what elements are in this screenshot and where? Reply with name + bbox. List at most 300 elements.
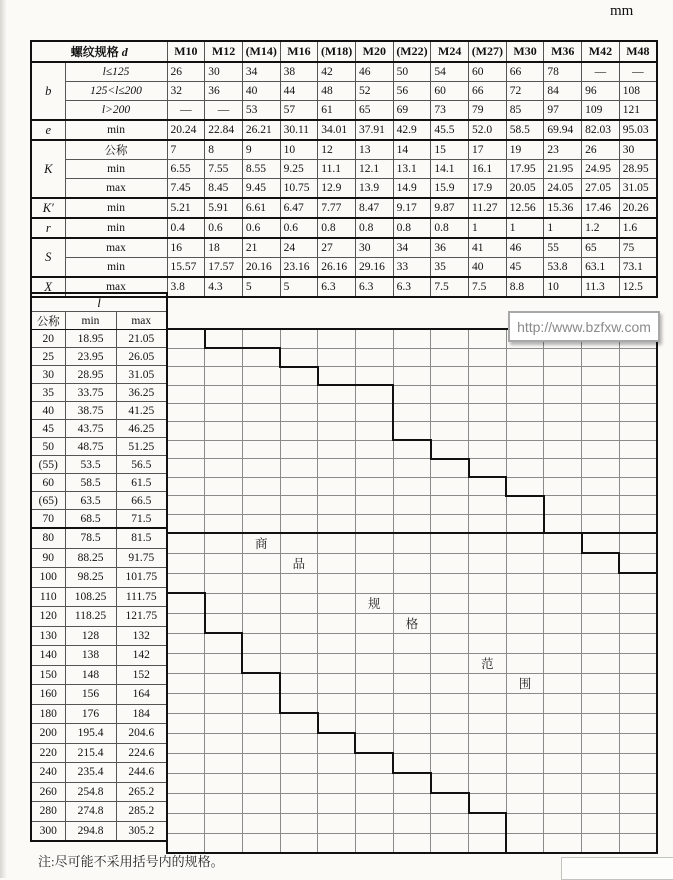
length-max-cell: 61.5 <box>116 474 167 492</box>
grid-cell <box>205 573 243 593</box>
grid-cell <box>355 553 393 573</box>
grid-cell <box>242 753 280 773</box>
length-min-cell: 156 <box>65 685 116 705</box>
length-max-cell: 36.25 <box>116 384 167 402</box>
value-cell: 8.45 <box>205 179 243 199</box>
grid-cell <box>242 329 280 348</box>
value-cell: 11.3 <box>582 277 620 297</box>
length-min-cell: 33.75 <box>65 384 116 402</box>
grid-cell <box>355 793 393 813</box>
grid-cell <box>205 348 243 367</box>
grid-cell <box>355 713 393 733</box>
row-group-label: K′ <box>31 198 65 218</box>
grid-cell <box>167 733 205 753</box>
grid-cell <box>582 693 620 713</box>
length-min-cell: 176 <box>65 704 116 724</box>
grid-cell <box>280 633 318 653</box>
grid-cell <box>393 813 431 833</box>
grid-cell <box>393 514 431 533</box>
grid-cell <box>506 573 544 593</box>
length-nominal-cell: 220 <box>31 743 65 763</box>
grid-cell <box>242 385 280 404</box>
value-cell: 45.5 <box>431 120 469 140</box>
row-sub-label: min <box>65 198 167 218</box>
length-subheader: max <box>116 312 167 330</box>
grid-cell <box>506 367 544 386</box>
value-cell: — <box>205 101 243 121</box>
grid-cell <box>205 713 243 733</box>
value-cell: 52 <box>355 82 393 101</box>
grid-cell <box>205 773 243 793</box>
grid-cell <box>355 440 393 459</box>
grid-cell <box>393 793 431 813</box>
grid-cell <box>619 404 657 422</box>
length-nominal-cell: 240 <box>31 763 65 783</box>
value-cell: 30 <box>619 140 657 160</box>
grid-cell <box>167 573 205 593</box>
value-cell: 7.77 <box>318 198 356 218</box>
grid-cell <box>242 440 280 459</box>
grid-cell <box>393 404 431 422</box>
value-cell: — <box>619 62 657 82</box>
value-cell: 65 <box>582 238 620 258</box>
grid-cell <box>431 793 469 813</box>
grid-cell <box>318 653 356 673</box>
grid-cell <box>544 348 582 367</box>
value-cell: 58.5 <box>506 120 544 140</box>
grid-cell <box>431 773 469 793</box>
length-nominal-cell: 35 <box>31 384 65 402</box>
value-cell: 63.1 <box>582 258 620 278</box>
grid-cell <box>280 385 318 404</box>
length-nominal-cell: 90 <box>31 548 65 568</box>
grid-cell <box>355 533 393 554</box>
row-sub-label: max <box>65 238 167 258</box>
grid-cell <box>355 573 393 593</box>
grid-cell <box>544 440 582 459</box>
value-cell: 1 <box>469 218 507 238</box>
grid-cell <box>393 633 431 653</box>
grid-cell <box>469 404 507 422</box>
grid-cell <box>205 440 243 459</box>
length-min-cell: 43.75 <box>65 420 116 438</box>
length-min-cell: 78.5 <box>65 528 116 548</box>
value-cell: 46 <box>506 238 544 258</box>
grid-cell <box>167 713 205 733</box>
value-cell: 21.95 <box>544 160 582 179</box>
grid-cell <box>167 533 205 554</box>
grid-cell <box>280 573 318 593</box>
value-cell: 8.55 <box>242 160 280 179</box>
grid-cell <box>280 440 318 459</box>
grid-cell <box>431 713 469 733</box>
length-max-cell: 21.05 <box>116 330 167 348</box>
grid-cell <box>506 653 544 673</box>
grid-cell <box>544 773 582 793</box>
grid-cell <box>431 613 469 633</box>
value-cell: 7.55 <box>205 160 243 179</box>
grid-cell <box>355 833 393 853</box>
length-max-cell: 224.6 <box>116 743 167 763</box>
row-sub-label: l>200 <box>65 101 167 121</box>
grid-cell <box>242 367 280 386</box>
grid-cell <box>469 673 507 693</box>
value-cell: 0.8 <box>393 218 431 238</box>
row-group-label: b <box>31 62 65 120</box>
grid-cell <box>393 673 431 693</box>
length-nominal-cell: 260 <box>31 782 65 802</box>
length-nominal-cell: 110 <box>31 587 65 607</box>
grid-cell <box>619 613 657 633</box>
grid-cell <box>393 348 431 367</box>
value-cell: 26 <box>582 140 620 160</box>
row-sub-label: min <box>65 258 167 278</box>
value-cell: 42.9 <box>393 120 431 140</box>
grid-cell <box>506 813 544 833</box>
grid-cell <box>167 633 205 653</box>
grid-cell <box>355 348 393 367</box>
row-group-label: X <box>31 277 65 297</box>
grid-cell <box>619 496 657 515</box>
value-cell: 11.1 <box>318 160 356 179</box>
grid-cell <box>318 733 356 753</box>
grid-cell <box>431 477 469 496</box>
grid-cell <box>242 553 280 573</box>
grid-cell <box>544 813 582 833</box>
grid-cell <box>393 459 431 478</box>
grid-cell <box>431 404 469 422</box>
value-cell: 15 <box>431 140 469 160</box>
length-max-cell: 285.2 <box>116 802 167 822</box>
grid-cell <box>469 793 507 813</box>
value-cell: 27.05 <box>582 179 620 199</box>
value-cell: 0.4 <box>167 218 205 238</box>
grid-cell <box>280 693 318 713</box>
grid-cell <box>205 496 243 515</box>
value-cell: 0.8 <box>431 218 469 238</box>
grid-cell <box>355 459 393 478</box>
value-cell: 15.9 <box>431 179 469 199</box>
grid-cell <box>619 673 657 693</box>
value-cell: 78 <box>544 62 582 82</box>
row-sub-label: max <box>65 179 167 199</box>
scan-edge-shadow <box>0 0 7 878</box>
grid-cell <box>506 459 544 478</box>
grid-cell <box>205 459 243 478</box>
grid-cell <box>506 793 544 813</box>
length-min-cell: 53.5 <box>65 456 116 474</box>
grid-cell <box>205 733 243 753</box>
grid-cell <box>506 733 544 753</box>
grid-cell <box>582 477 620 496</box>
value-cell: 7.45 <box>167 179 205 199</box>
value-cell: 8.8 <box>506 277 544 297</box>
value-cell: 15.57 <box>167 258 205 278</box>
grid-cell <box>318 573 356 593</box>
value-cell: 28.95 <box>619 160 657 179</box>
grid-cell <box>355 733 393 753</box>
value-cell: 36 <box>431 238 469 258</box>
value-cell: 13.9 <box>355 179 393 199</box>
grid-cell <box>167 833 205 853</box>
size-header-cell: (M22) <box>393 41 431 62</box>
length-nominal-cell: 280 <box>31 802 65 822</box>
value-cell: 21 <box>242 238 280 258</box>
row-sub-label: min <box>65 218 167 238</box>
grid-cell <box>582 593 620 613</box>
length-max-cell: 91.75 <box>116 548 167 568</box>
length-nominal-cell: 40 <box>31 402 65 420</box>
grid-cell <box>280 477 318 496</box>
value-cell: 9.45 <box>242 179 280 199</box>
grid-cell <box>469 813 507 833</box>
value-cell: 38 <box>280 62 318 82</box>
grid-cell <box>469 613 507 633</box>
grid-cell <box>393 440 431 459</box>
grid-cell <box>205 385 243 404</box>
grid-cell <box>355 422 393 441</box>
row-sub-label: 公称 <box>65 140 167 160</box>
length-nominal-cell: 300 <box>31 821 65 841</box>
value-cell: 12.5 <box>619 277 657 297</box>
grid-cell <box>469 329 507 348</box>
value-cell: 73.1 <box>619 258 657 278</box>
grid-cell <box>318 348 356 367</box>
grid-cell <box>582 733 620 753</box>
grid-cell <box>582 440 620 459</box>
grid-cell <box>431 753 469 773</box>
grid-cell <box>506 477 544 496</box>
value-cell: 23.16 <box>280 258 318 278</box>
grid-cell <box>469 773 507 793</box>
value-cell: 18 <box>205 238 243 258</box>
grid-cell <box>544 733 582 753</box>
value-cell: 17 <box>469 140 507 160</box>
grid-cell <box>318 673 356 693</box>
size-header-cell: M10 <box>167 41 205 62</box>
grid-cell <box>205 593 243 613</box>
value-cell: 32 <box>167 82 205 101</box>
grid-cell <box>167 459 205 478</box>
grid-cell <box>393 573 431 593</box>
value-cell: 1 <box>506 218 544 238</box>
length-min-cell: 98.25 <box>65 568 116 588</box>
grid-cell <box>167 329 205 348</box>
value-cell: 50 <box>393 62 431 82</box>
diagonal-range-label-char: 品 <box>280 553 318 573</box>
row-sub-label: min <box>65 160 167 179</box>
grid-cell <box>582 404 620 422</box>
grid-cell <box>393 477 431 496</box>
grid-cell <box>469 573 507 593</box>
value-cell: 27 <box>318 238 356 258</box>
grid-cell <box>506 633 544 653</box>
grid-cell <box>619 833 657 853</box>
grid-cell <box>582 633 620 653</box>
value-cell: 24.95 <box>582 160 620 179</box>
grid-cell <box>167 773 205 793</box>
grid-cell <box>431 833 469 853</box>
grid-cell <box>318 459 356 478</box>
value-cell: 0.6 <box>280 218 318 238</box>
grid-cell <box>318 440 356 459</box>
grid-cell <box>469 496 507 515</box>
length-nominal-cell: 200 <box>31 724 65 744</box>
value-cell: 20.16 <box>242 258 280 278</box>
grid-cell <box>582 459 620 478</box>
grid-cell <box>431 496 469 515</box>
grid-cell <box>242 833 280 853</box>
grid-cell <box>205 653 243 673</box>
grid-cell <box>167 693 205 713</box>
grid-cell <box>469 385 507 404</box>
value-cell: 1.2 <box>582 218 620 238</box>
grid-cell <box>619 653 657 673</box>
length-max-cell: 152 <box>116 665 167 685</box>
length-max-cell: 142 <box>116 646 167 666</box>
grid-cell <box>619 713 657 733</box>
grid-cell <box>544 459 582 478</box>
grid-cell <box>393 753 431 773</box>
length-nominal-cell: 150 <box>31 665 65 685</box>
grid-cell <box>242 733 280 753</box>
grid-cell <box>167 753 205 773</box>
grid-cell <box>582 422 620 441</box>
length-max-cell: 41.25 <box>116 402 167 420</box>
row-group-label: S <box>31 238 65 277</box>
value-cell: 85 <box>506 101 544 121</box>
grid-cell <box>393 329 431 348</box>
value-cell: 6.55 <box>167 160 205 179</box>
length-max-cell: 121.75 <box>116 607 167 627</box>
grid-cell <box>469 367 507 386</box>
grid-cell <box>544 367 582 386</box>
grid-cell <box>393 733 431 753</box>
grid-cell <box>280 367 318 386</box>
length-subheader: 公称 <box>31 312 65 330</box>
value-cell: 61 <box>318 101 356 121</box>
grid-cell <box>205 329 243 348</box>
grid-cell <box>242 653 280 673</box>
value-cell: 121 <box>619 101 657 121</box>
length-max-cell: 66.5 <box>116 492 167 510</box>
length-min-cell: 23.95 <box>65 348 116 366</box>
value-cell: 57 <box>280 101 318 121</box>
grid-cell <box>582 773 620 793</box>
grid-cell <box>205 633 243 653</box>
value-cell: 19 <box>506 140 544 160</box>
grid-cell <box>318 593 356 613</box>
grid-cell <box>205 514 243 533</box>
grid-cell <box>582 533 620 554</box>
row-group-label: r <box>31 218 65 238</box>
row-sub-label: min <box>65 120 167 140</box>
length-nominal-cell: 100 <box>31 568 65 588</box>
grid-cell <box>619 693 657 713</box>
value-cell: 6.61 <box>242 198 280 218</box>
grid-cell <box>167 477 205 496</box>
grid-cell <box>431 385 469 404</box>
value-cell: 66 <box>506 62 544 82</box>
grid-cell <box>619 793 657 813</box>
length-nominal-cell: (65) <box>31 492 65 510</box>
value-cell: 6.3 <box>318 277 356 297</box>
value-cell: 82.03 <box>582 120 620 140</box>
grid-cell <box>469 422 507 441</box>
grid-cell <box>280 653 318 673</box>
grid-cell <box>355 329 393 348</box>
length-nominal-cell: 60 <box>31 474 65 492</box>
length-max-cell: 132 <box>116 626 167 646</box>
grid-cell <box>582 673 620 693</box>
row-sub-label: 125<l≤200 <box>65 82 167 101</box>
value-cell: 26 <box>167 62 205 82</box>
grid-cell <box>619 348 657 367</box>
grid-cell <box>544 593 582 613</box>
grid-cell <box>242 514 280 533</box>
grid-cell <box>167 553 205 573</box>
value-cell: 0.8 <box>318 218 356 238</box>
size-header-cell: M24 <box>431 41 469 62</box>
grid-cell <box>582 496 620 515</box>
grid-cell <box>205 793 243 813</box>
value-cell: 53.8 <box>544 258 582 278</box>
grid-cell <box>280 593 318 613</box>
value-cell: 17.9 <box>469 179 507 199</box>
value-cell: 5 <box>242 277 280 297</box>
size-header-cell: M36 <box>544 41 582 62</box>
length-nominal-cell: (55) <box>31 456 65 474</box>
value-cell: 9 <box>242 140 280 160</box>
value-cell: 34 <box>242 62 280 82</box>
grid-cell <box>393 553 431 573</box>
grid-cell <box>544 673 582 693</box>
value-cell: — <box>582 62 620 82</box>
length-max-cell: 265.2 <box>116 782 167 802</box>
value-cell: 12 <box>318 140 356 160</box>
grid-cell <box>431 367 469 386</box>
grid-cell <box>469 593 507 613</box>
value-cell: 30.11 <box>280 120 318 140</box>
grid-cell <box>318 477 356 496</box>
grid-cell <box>544 553 582 573</box>
grid-cell <box>167 593 205 613</box>
grid-cell <box>318 613 356 633</box>
grid-cell <box>242 477 280 496</box>
grid-cell <box>619 733 657 753</box>
value-cell: 40 <box>469 258 507 278</box>
grid-cell <box>506 593 544 613</box>
grid-cell <box>280 753 318 773</box>
length-nominal-cell: 130 <box>31 626 65 646</box>
grid-cell <box>469 514 507 533</box>
grid-cell <box>393 385 431 404</box>
grid-cell <box>544 793 582 813</box>
value-cell: 9.87 <box>431 198 469 218</box>
value-cell: 0.6 <box>205 218 243 238</box>
grid-cell <box>431 348 469 367</box>
value-cell: 11.27 <box>469 198 507 218</box>
grid-cell <box>506 422 544 441</box>
value-cell: 5 <box>280 277 318 297</box>
grid-cell <box>506 533 544 554</box>
value-cell: 56 <box>393 82 431 101</box>
value-cell: 53 <box>242 101 280 121</box>
length-max-cell: 111.75 <box>116 587 167 607</box>
length-nominal-cell: 120 <box>31 607 65 627</box>
grid-cell <box>355 673 393 693</box>
grid-cell <box>544 653 582 673</box>
